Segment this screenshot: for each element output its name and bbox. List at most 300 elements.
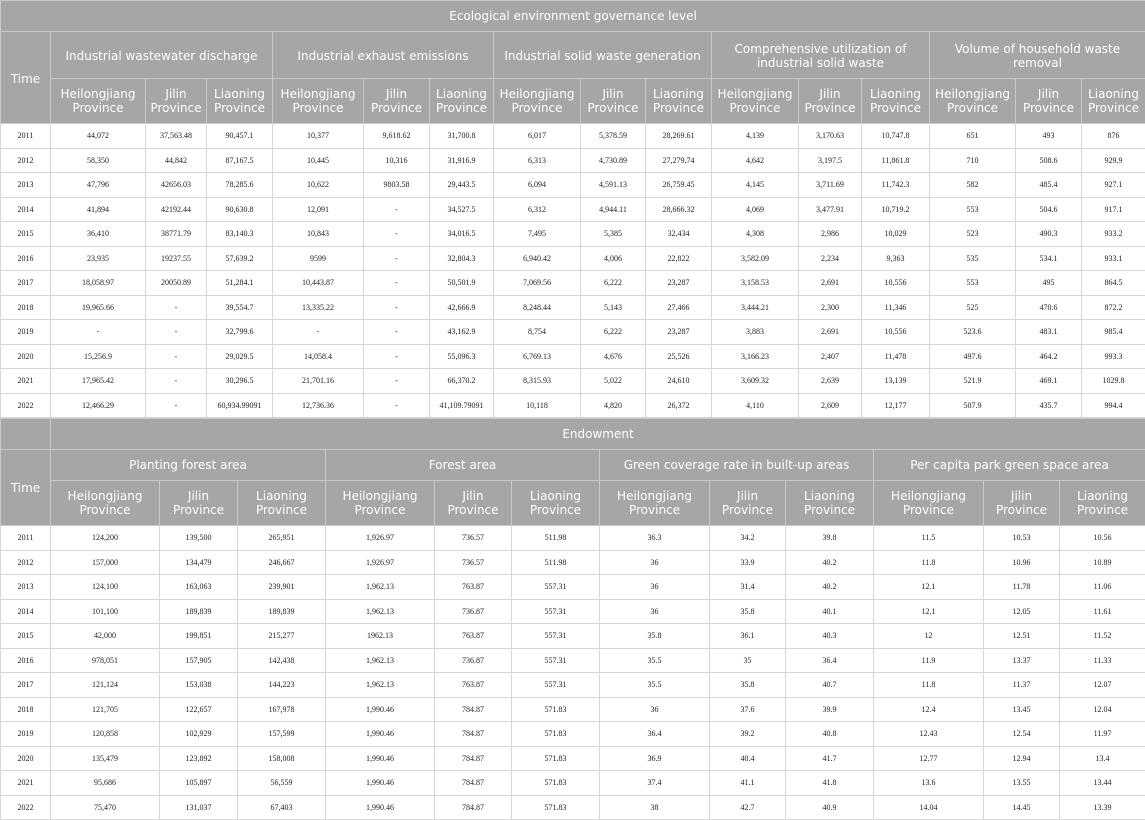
value-cell: 39.2	[710, 722, 786, 747]
value-cell: 11,861.8	[862, 148, 930, 173]
value-cell: 571.83	[512, 697, 600, 722]
value-cell: 42,666.9	[430, 295, 494, 320]
value-cell: 120,858	[51, 722, 160, 747]
value-cell: 42192.44	[146, 197, 207, 222]
value-cell: 15,256.9	[51, 344, 146, 369]
value-cell: 10.53	[984, 526, 1060, 551]
group-header: Green coverage rate in built-up areas	[600, 450, 874, 481]
year-cell: 2016	[1, 648, 51, 673]
value-cell: 9599	[273, 246, 364, 271]
value-cell: 6,094	[494, 173, 581, 198]
value-cell: 763.87	[435, 673, 512, 698]
value-cell: 13.4	[1060, 746, 1145, 771]
value-cell: 1,962.13	[326, 673, 435, 698]
value-cell: 13,139	[862, 369, 930, 394]
table-row	[1, 648, 1145, 673]
value-cell: -	[364, 295, 430, 320]
value-cell: 553	[930, 271, 1016, 296]
value-cell: 525	[930, 295, 1016, 320]
value-cell: 32,434	[646, 222, 712, 247]
province-header-row	[1, 481, 1145, 526]
value-cell: -	[364, 344, 430, 369]
table-row	[1, 246, 1145, 271]
value-cell: 13.44	[1060, 771, 1145, 796]
value-cell: 485.4	[1016, 173, 1082, 198]
province-header: Jilin Province	[1016, 79, 1082, 124]
value-cell: 22,822	[646, 246, 712, 271]
table-row	[1, 197, 1145, 222]
table-row	[1, 795, 1145, 820]
value-cell: 933.1	[1082, 246, 1145, 271]
value-cell: 122,657	[160, 697, 238, 722]
province-header: Heilongjiang Province	[874, 481, 984, 526]
value-cell: 571.83	[512, 746, 600, 771]
value-cell: 10,443.87	[273, 271, 364, 296]
value-cell: 12.54	[984, 722, 1060, 747]
province-header: Heilongjiang Province	[326, 481, 435, 526]
value-cell: 557.31	[512, 575, 600, 600]
value-cell: 710	[930, 148, 1016, 173]
value-cell: 41.7	[786, 746, 874, 771]
value-cell: -	[364, 222, 430, 247]
year-cell: 2019	[1, 320, 51, 345]
value-cell: 14,058.4	[273, 344, 364, 369]
value-cell: 5,022	[581, 369, 646, 394]
value-cell: 56,559	[238, 771, 326, 796]
value-cell: 495	[1016, 271, 1082, 296]
value-cell: 978,051	[51, 648, 160, 673]
province-header: Heilongjiang Province	[273, 79, 364, 124]
value-cell: 12.51	[984, 624, 1060, 649]
value-cell: 34,016.5	[430, 222, 494, 247]
value-cell: 2,407	[799, 344, 862, 369]
year-cell: 2016	[1, 246, 51, 271]
value-cell: 12.1	[874, 599, 984, 624]
value-cell: 31.4	[710, 575, 786, 600]
value-cell: 75,470	[51, 795, 160, 820]
value-cell: 50,501.9	[430, 271, 494, 296]
value-cell: 10,622	[273, 173, 364, 198]
value-cell: 10,445	[273, 148, 364, 173]
value-cell: 23,287	[646, 271, 712, 296]
value-cell: 12.1	[874, 575, 984, 600]
value-cell: 40.4	[710, 746, 786, 771]
value-cell: 1,990.46	[326, 722, 435, 747]
value-cell: 5,143	[581, 295, 646, 320]
table-title: Endowment	[51, 419, 1145, 450]
value-cell: 40.2	[786, 550, 874, 575]
value-cell: 35.8	[710, 599, 786, 624]
value-cell: 1,990.46	[326, 697, 435, 722]
value-cell: -	[146, 369, 207, 394]
value-cell: 10,556	[862, 271, 930, 296]
value-cell: 7,069.56	[494, 271, 581, 296]
value-cell: 11.8	[874, 673, 984, 698]
value-cell: 1,962.13	[326, 599, 435, 624]
value-cell: 469.1	[1016, 369, 1082, 394]
value-cell: 265,951	[238, 526, 326, 551]
table-body	[1, 526, 1145, 820]
table-row	[1, 526, 1145, 551]
value-cell: 157,599	[238, 722, 326, 747]
value-cell: 12.94	[984, 746, 1060, 771]
value-cell: 736.87	[435, 648, 512, 673]
table-row	[1, 393, 1145, 418]
value-cell: 153,038	[160, 673, 238, 698]
value-cell: 34,527.5	[430, 197, 494, 222]
value-cell: 19237.55	[146, 246, 207, 271]
value-cell: 4,944.11	[581, 197, 646, 222]
value-cell: 6,222	[581, 320, 646, 345]
value-cell: 163,063	[160, 575, 238, 600]
value-cell: 736.87	[435, 599, 512, 624]
value-cell: 929.9	[1082, 148, 1145, 173]
table-body	[1, 124, 1145, 418]
table-row	[1, 320, 1145, 345]
value-cell: 511.98	[512, 550, 600, 575]
value-cell: 11.37	[984, 673, 1060, 698]
value-cell: 4,730.89	[581, 148, 646, 173]
value-cell: 37.6	[710, 697, 786, 722]
value-cell: 508.6	[1016, 148, 1082, 173]
value-cell: 19,965.66	[51, 295, 146, 320]
value-cell: 11.06	[1060, 575, 1145, 600]
value-cell: 9,363	[862, 246, 930, 271]
value-cell: 5,378.59	[581, 124, 646, 149]
value-cell: 7,495	[494, 222, 581, 247]
value-cell: 32,804.3	[430, 246, 494, 271]
value-cell: 2,691	[799, 320, 862, 345]
value-cell: 60,934.99091	[207, 393, 273, 418]
value-cell: 43,162.9	[430, 320, 494, 345]
value-cell: 483.1	[1016, 320, 1082, 345]
table-row	[1, 222, 1145, 247]
value-cell: -	[146, 295, 207, 320]
value-cell: 435.7	[1016, 393, 1082, 418]
value-cell: 27,279.74	[646, 148, 712, 173]
province-header: Jilin Province	[435, 481, 512, 526]
value-cell: 876	[1082, 124, 1145, 149]
value-cell: 10,719.2	[862, 197, 930, 222]
time-header: Time	[1, 450, 51, 526]
value-cell: 1,962.13	[326, 648, 435, 673]
value-cell: 39.8	[786, 526, 874, 551]
value-cell: 511.98	[512, 526, 600, 551]
year-cell: 2014	[1, 197, 51, 222]
value-cell: 37,563.48	[146, 124, 207, 149]
value-cell: -	[273, 320, 364, 345]
value-cell: 1,962.13	[326, 575, 435, 600]
value-cell: 13.39	[1060, 795, 1145, 820]
value-cell: 1,990.46	[326, 746, 435, 771]
value-cell: 4,820	[581, 393, 646, 418]
value-cell: 13,335.22	[273, 295, 364, 320]
value-cell: 763.87	[435, 575, 512, 600]
province-header: Jilin Province	[581, 79, 646, 124]
value-cell: -	[146, 393, 207, 418]
value-cell: 736.57	[435, 550, 512, 575]
table-row	[1, 599, 1145, 624]
value-cell: 10,377	[273, 124, 364, 149]
value-cell: 18,058.97	[51, 271, 146, 296]
value-cell: 470.6	[1016, 295, 1082, 320]
value-cell: 784.87	[435, 771, 512, 796]
value-cell: 40.1	[786, 599, 874, 624]
value-cell: 493	[1016, 124, 1082, 149]
year-cell: 2014	[1, 599, 51, 624]
value-cell: 3,197.5	[799, 148, 862, 173]
value-cell: 11,478	[862, 344, 930, 369]
group-header: Industrial wastewater discharge	[51, 32, 273, 79]
value-cell: 6,940.42	[494, 246, 581, 271]
value-cell: 2,609	[799, 393, 862, 418]
value-cell: 40.7	[786, 673, 874, 698]
year-cell: 2019	[1, 722, 51, 747]
value-cell: 6,769.13	[494, 344, 581, 369]
value-cell: 124,200	[51, 526, 160, 551]
year-cell: 2020	[1, 746, 51, 771]
value-cell: 571.83	[512, 795, 600, 820]
group-header: Planting forest area	[51, 450, 326, 481]
value-cell: 9,618.62	[364, 124, 430, 149]
value-cell: 121,705	[51, 697, 160, 722]
value-cell: 87,167.5	[207, 148, 273, 173]
value-cell: 4,110	[712, 393, 799, 418]
value-cell: 124,100	[51, 575, 160, 600]
value-cell: 67,403	[238, 795, 326, 820]
value-cell: 523.6	[930, 320, 1016, 345]
value-cell: 13.55	[984, 771, 1060, 796]
value-cell: 1,926.97	[326, 526, 435, 551]
value-cell: 10.89	[1060, 550, 1145, 575]
table-row	[1, 148, 1145, 173]
value-cell: 35.5	[600, 673, 710, 698]
value-cell: 535	[930, 246, 1016, 271]
value-cell: 464.2	[1016, 344, 1082, 369]
value-cell: 51,284.1	[207, 271, 273, 296]
value-cell: 8,754	[494, 320, 581, 345]
value-cell: 11,742.3	[862, 173, 930, 198]
province-header: Heilongjiang Province	[930, 79, 1016, 124]
year-cell: 2020	[1, 344, 51, 369]
value-cell: 41.1	[710, 771, 786, 796]
value-cell: 29,029.5	[207, 344, 273, 369]
value-cell: 9803.58	[364, 173, 430, 198]
value-cell: 12,091	[273, 197, 364, 222]
value-cell: 553	[930, 197, 1016, 222]
value-cell: 582	[930, 173, 1016, 198]
value-cell: 534.1	[1016, 246, 1082, 271]
value-cell: 651	[930, 124, 1016, 149]
value-cell: 8,315.93	[494, 369, 581, 394]
value-cell: 10,118	[494, 393, 581, 418]
year-cell: 2021	[1, 771, 51, 796]
value-cell: 10,029	[862, 222, 930, 247]
value-cell: 12,736.36	[273, 393, 364, 418]
value-cell: 44,072	[51, 124, 146, 149]
value-cell: 784.87	[435, 795, 512, 820]
value-cell: 41,894	[51, 197, 146, 222]
value-cell: 523	[930, 222, 1016, 247]
value-cell: 1029.8	[1082, 369, 1145, 394]
province-header: Heilongjiang Province	[600, 481, 710, 526]
value-cell: 994.4	[1082, 393, 1145, 418]
table-row	[1, 746, 1145, 771]
value-cell: 30,296.5	[207, 369, 273, 394]
table-row	[1, 550, 1145, 575]
value-cell: 12,177	[862, 393, 930, 418]
table-row	[1, 369, 1145, 394]
value-cell: 90,457.1	[207, 124, 273, 149]
value-cell: -	[364, 246, 430, 271]
value-cell: 864.5	[1082, 271, 1145, 296]
value-cell: 557.31	[512, 673, 600, 698]
value-cell: 40.3	[786, 624, 874, 649]
province-header: Liaoning Province	[430, 79, 494, 124]
value-cell: 40.9	[786, 795, 874, 820]
value-cell: -	[146, 320, 207, 345]
value-cell: 34.2	[710, 526, 786, 551]
value-cell: 490.3	[1016, 222, 1082, 247]
value-cell: 2,691	[799, 271, 862, 296]
value-cell: 11.52	[1060, 624, 1145, 649]
value-cell: 157,905	[160, 648, 238, 673]
value-cell: 2,234	[799, 246, 862, 271]
value-cell: 557.31	[512, 624, 600, 649]
value-cell: 13.37	[984, 648, 1060, 673]
corner-cell	[1, 419, 51, 450]
value-cell: 29,443.5	[430, 173, 494, 198]
value-cell: 10,316	[364, 148, 430, 173]
value-cell: 42,000	[51, 624, 160, 649]
province-header: Heilongjiang Province	[51, 481, 160, 526]
value-cell: 13.45	[984, 697, 1060, 722]
value-cell: 20050.89	[146, 271, 207, 296]
value-cell: 189,839	[238, 599, 326, 624]
table-row	[1, 344, 1145, 369]
value-cell: 36	[600, 697, 710, 722]
year-cell: 2022	[1, 795, 51, 820]
value-cell: 14.45	[984, 795, 1060, 820]
value-cell: 12.05	[984, 599, 1060, 624]
year-cell: 2012	[1, 148, 51, 173]
value-cell: -	[364, 369, 430, 394]
value-cell: 1,926.97	[326, 550, 435, 575]
value-cell: 10,843	[273, 222, 364, 247]
value-cell: 42656.03	[146, 173, 207, 198]
value-cell: 38771.79	[146, 222, 207, 247]
value-cell: 246,667	[238, 550, 326, 575]
value-cell: 47,796	[51, 173, 146, 198]
value-cell: 571.83	[512, 722, 600, 747]
table-title: Ecological environment governance level	[1, 1, 1145, 32]
value-cell: 39.9	[786, 697, 874, 722]
value-cell: 35.8	[600, 624, 710, 649]
province-header: Jilin Province	[710, 481, 786, 526]
value-cell: 4,676	[581, 344, 646, 369]
table-row	[1, 271, 1145, 296]
value-cell: 24,610	[646, 369, 712, 394]
value-cell: 123,892	[160, 746, 238, 771]
value-cell: 12,466.29	[51, 393, 146, 418]
value-cell: 763.87	[435, 624, 512, 649]
value-cell: 102,929	[160, 722, 238, 747]
province-header: Liaoning Province	[786, 481, 874, 526]
value-cell: 189,839	[160, 599, 238, 624]
value-cell: 11,346	[862, 295, 930, 320]
province-header-row	[1, 79, 1145, 124]
value-cell: 121,124	[51, 673, 160, 698]
province-header: Heilongjiang Province	[51, 79, 146, 124]
value-cell: 167,978	[238, 697, 326, 722]
value-cell: 2,300	[799, 295, 862, 320]
value-cell: 12.77	[874, 746, 984, 771]
province-header: Liaoning Province	[207, 79, 273, 124]
value-cell: 504.6	[1016, 197, 1082, 222]
value-cell: 95,686	[51, 771, 160, 796]
year-cell: 2015	[1, 222, 51, 247]
value-cell: 1,990.46	[326, 795, 435, 820]
value-cell: 6,222	[581, 271, 646, 296]
value-cell: 135,479	[51, 746, 160, 771]
value-cell: 66,370.2	[430, 369, 494, 394]
value-cell: -	[364, 393, 430, 418]
value-cell: 199,851	[160, 624, 238, 649]
value-cell: 12.07	[1060, 673, 1145, 698]
value-cell: 23,935	[51, 246, 146, 271]
value-cell: 157,000	[51, 550, 160, 575]
value-cell: 11.97	[1060, 722, 1145, 747]
value-cell: 3,477.91	[799, 197, 862, 222]
table-row	[1, 173, 1145, 198]
year-cell: 2018	[1, 697, 51, 722]
time-header: Time	[1, 32, 51, 124]
province-header: Liaoning Province	[512, 481, 600, 526]
value-cell: 55,096.3	[430, 344, 494, 369]
value-cell: 8,248.44	[494, 295, 581, 320]
value-cell: 12.04	[1060, 697, 1145, 722]
value-cell: 36.1	[710, 624, 786, 649]
value-cell: 11.9	[874, 648, 984, 673]
province-header: Heilongjiang Province	[494, 79, 581, 124]
value-cell: 11.78	[984, 575, 1060, 600]
value-cell: 11.33	[1060, 648, 1145, 673]
value-cell: 35.5	[600, 648, 710, 673]
value-cell: 36.4	[786, 648, 874, 673]
value-cell: 26,372	[646, 393, 712, 418]
province-header: Heilongjiang Province	[712, 79, 799, 124]
value-cell: 11.8	[874, 550, 984, 575]
value-cell: 57,639.2	[207, 246, 273, 271]
value-cell: 12.43	[874, 722, 984, 747]
value-cell: 557.31	[512, 648, 600, 673]
province-header: Jilin Province	[364, 79, 430, 124]
value-cell: 784.87	[435, 722, 512, 747]
value-cell: 11.5	[874, 526, 984, 551]
value-cell: 83,140.3	[207, 222, 273, 247]
value-cell: 101,100	[51, 599, 160, 624]
value-cell: 571.83	[512, 771, 600, 796]
value-cell: 10.56	[1060, 526, 1145, 551]
value-cell: 1962.13	[326, 624, 435, 649]
value-cell: 4,642	[712, 148, 799, 173]
table-row	[1, 575, 1145, 600]
value-cell: 3,609.32	[712, 369, 799, 394]
value-cell: 31,916.9	[430, 148, 494, 173]
value-cell: 917.1	[1082, 197, 1145, 222]
value-cell: 158,008	[238, 746, 326, 771]
province-header: Liaoning Province	[646, 79, 712, 124]
